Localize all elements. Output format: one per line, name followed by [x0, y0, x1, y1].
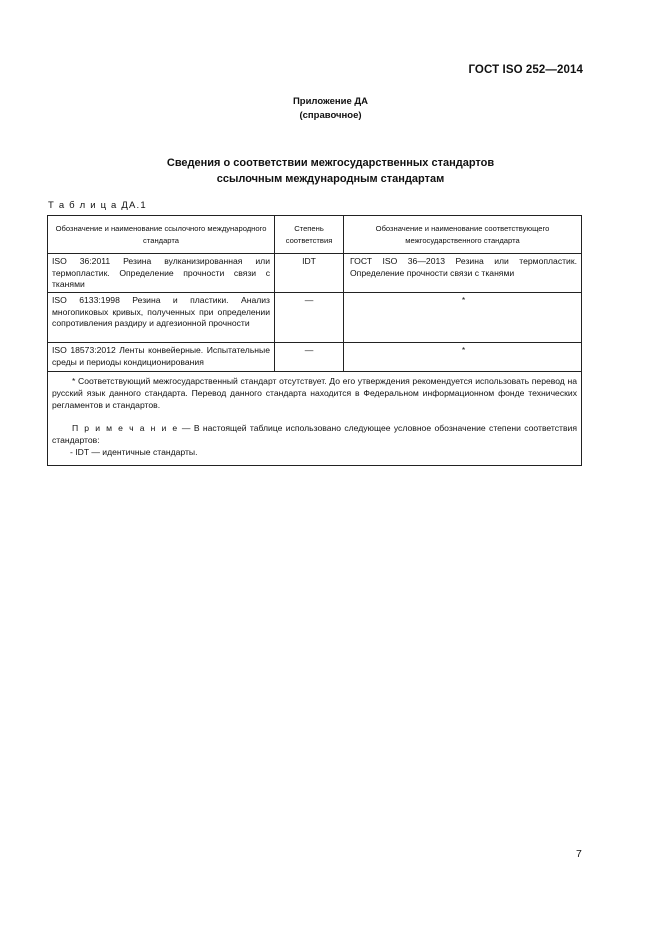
section-title-line1: Сведения о соответствии межгосударственных стандартов — [166, 157, 495, 169]
table-header-row — [48, 216, 581, 254]
document-code: ГОСТ ISO 252—2014 — [468, 64, 583, 76]
cell-international: ISO 18573:2012 Ленты конвейерные. Испытательные среды и периоды кондиционирования — [48, 343, 275, 371]
cell-interstate: * — [461, 295, 466, 305]
table-footnote: * Соответствующий межгосударственный стандарт отсутствует. До его утверждения рекомендуется использовать перевод на русский язык данного стандарта. Перевод данного стандарта находится в Федеральном информационном фонде технических регламентов и стандартов. — [52, 376, 577, 410]
note-label: П р и м е ч а н и е — [72, 423, 179, 434]
appendix-heading — [0, 95, 661, 123]
correspondence-table — [47, 215, 582, 466]
appendix-title: Приложение ДА — [292, 96, 369, 107]
page-number: 7 — [576, 848, 582, 860]
table-notes — [48, 372, 581, 465]
table-row — [48, 343, 581, 372]
cell-international: ISO 36:2011 Резина вулканизированная или термопластик. Определение прочности связи с тканями — [48, 254, 275, 292]
table-row — [48, 293, 581, 343]
cell-international: ISO 6133:1998 Резина и пластики. Анализ многопиковых кривых, полученных при определении сопротивления раздиру и адгезионной прочности — [48, 293, 275, 342]
header-degree: Степень соответствия — [275, 216, 344, 253]
table-caption: Т а б л и ц а ДА.1 — [48, 200, 147, 211]
table-row — [48, 254, 581, 293]
table-notes-row — [48, 372, 581, 465]
header-interstate-standard: Обозначение и наименование соответствующего межгосударственного стандарта — [375, 223, 550, 245]
cell-interstate: * — [461, 345, 466, 355]
cell-interstate: ГОСТ ISO 36—2013 Резина или термопластик. Определение прочности связи с тканями — [350, 256, 577, 278]
cell-degree: — — [275, 293, 344, 342]
note-item: - IDT — идентичные стандарты. — [70, 446, 198, 457]
section-title-line2: ссылочным международным стандартам — [216, 173, 445, 185]
cell-degree: — — [275, 343, 344, 371]
header-international-standard: Обозначение и наименование ссылочного международного стандарта — [48, 216, 275, 253]
table-note — [52, 423, 577, 447]
section-title — [0, 155, 661, 187]
cell-degree: IDT — [275, 254, 344, 292]
note-text: — В настоящей таблице использовано следующее условное обозначение степени соответствия стандартов: — [52, 423, 577, 446]
appendix-subtitle: (справочное) — [299, 110, 362, 121]
